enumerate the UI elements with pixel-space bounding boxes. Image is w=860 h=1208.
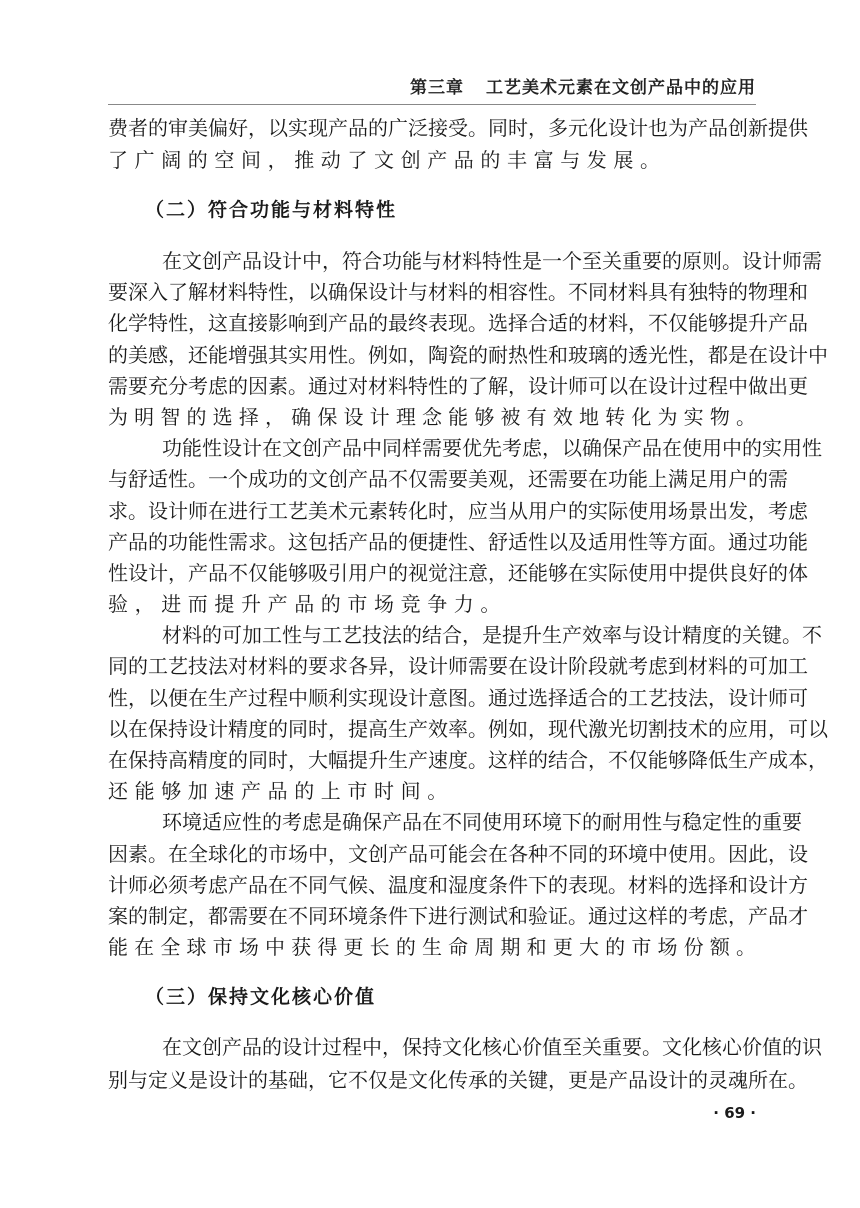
paragraph [108,620,828,807]
text-line: 与舒适性。一个成功的文创产品不仅需要美观，还需要在功能上满足用户的需 [108,467,788,492]
paragraph [108,246,828,433]
chapter-title: 工艺美术元素在文创产品中的应用 [486,78,756,98]
text-line: 化学特性，这直接影响到产品的最终表现。选择合适的材料，不仅能够提升产品 [108,311,808,336]
text-line: 别与定义是设计的基础，它不仅是文化传承的关键，更是产品设计的灵魂所在。 [108,1068,808,1092]
paragraph [108,1031,822,1097]
text-line: 为明智的选择，确保设计理念能够被有效地转化为实物。 [108,404,756,429]
text-line: 以在保持设计精度的同时，提高生产效率。例如，现代激光切割技术的应用，可以 [108,716,828,741]
paragraph [108,433,822,620]
text-line: 因素。在全球化的市场中，文创产品可能会在各种不同的环境中使用。因此，设 [108,841,808,866]
text-line: 案的制定，都需要在不同环境条件下进行测试和验证。通过这样的考虑，产品才 [108,903,808,928]
text-line: 费者的审美偏好，以实现产品的广泛接受。同时，多元化设计也为产品创新提供 [108,116,808,140]
text-line: 在文创产品的设计过程中，保持文化核心价值至关重要。文化核心价值的识 [162,1035,822,1059]
header-rule [108,104,756,105]
text-line: 了广阔的空间，推动了文创产品的丰富与发展。 [108,148,667,172]
text-line: 在保持高精度的同时，大幅提升生产速度。这样的结合，不仅能够降低生产成本， [108,748,828,772]
text-line: 环境适应性的考虑是确保产品在不同使用环境下的耐用性与稳定性的重要 [162,810,802,835]
section-heading-2: （二）符合功能与材料特性 [145,199,398,221]
text-line: 计师必须考虑产品在不同气候、温度和湿度条件下的表现。材料的选择和设计方 [108,872,808,897]
text-line: 验，进而提升产品的市场竞争力。 [108,592,507,617]
paragraph [108,112,808,144]
section-heading-3: （三）保持文化核心价值 [145,986,377,1008]
text-line: 在文创产品设计中，符合功能与材料特性是一个至关重要的原则。设计师需 [162,249,822,273]
text-line: 材料的可加工性与工艺技法的结合，是提升生产效率与设计精度的关键。不 [162,623,822,648]
paragraph [108,144,756,176]
intro-paragraph [108,112,808,176]
running-header [108,76,756,100]
text-line: 同的工艺技法对材料的要求各异，设计师需要在设计阶段就考虑到材料的可加工 [108,654,808,679]
paragraph [108,807,808,963]
text-line: 要深入了解材料特性，以确保设计与材料的相容性。不同材料具有独特的物理和 [108,280,808,305]
text-line: 能在全球市场中获得更长的生命周期和更大的市场份额。 [108,935,756,960]
page-number: · 69 · [713,1104,756,1122]
text-line: 还能够加速产品的上市时间。 [108,779,454,804]
text-line: 性设计，产品不仅能够吸引用户的视觉注意，还能够在实际使用中提供良好的体 [108,560,808,585]
section-3-body [108,1031,822,1097]
text-line: 的美感，还能增强其实用性。例如，陶瓷的耐热性和玻璃的透光性，都是在设计中 [108,342,828,367]
text-line: 求。设计师在进行工艺美术元素转化时，应当从用户的实际使用场景出发，考虑 [108,498,808,523]
text-line: 产品的功能性需求。这包括产品的便捷性、舒适性以及适用性等方面。通过功能 [108,529,808,554]
text-line: 性，以便在生产过程中顺利实现设计意图。通过选择适合的工艺技法，设计师可 [108,685,808,710]
chapter-label: 第三章 [410,78,464,98]
section-2-body [108,246,828,963]
text-line: 需要充分考虑的因素。通过对材料特性的了解，设计师可以在设计过程中做出更 [108,373,808,398]
text-line: 功能性设计在文创产品中同样需要优先考虑，以确保产品在使用中的实用性 [162,436,822,461]
